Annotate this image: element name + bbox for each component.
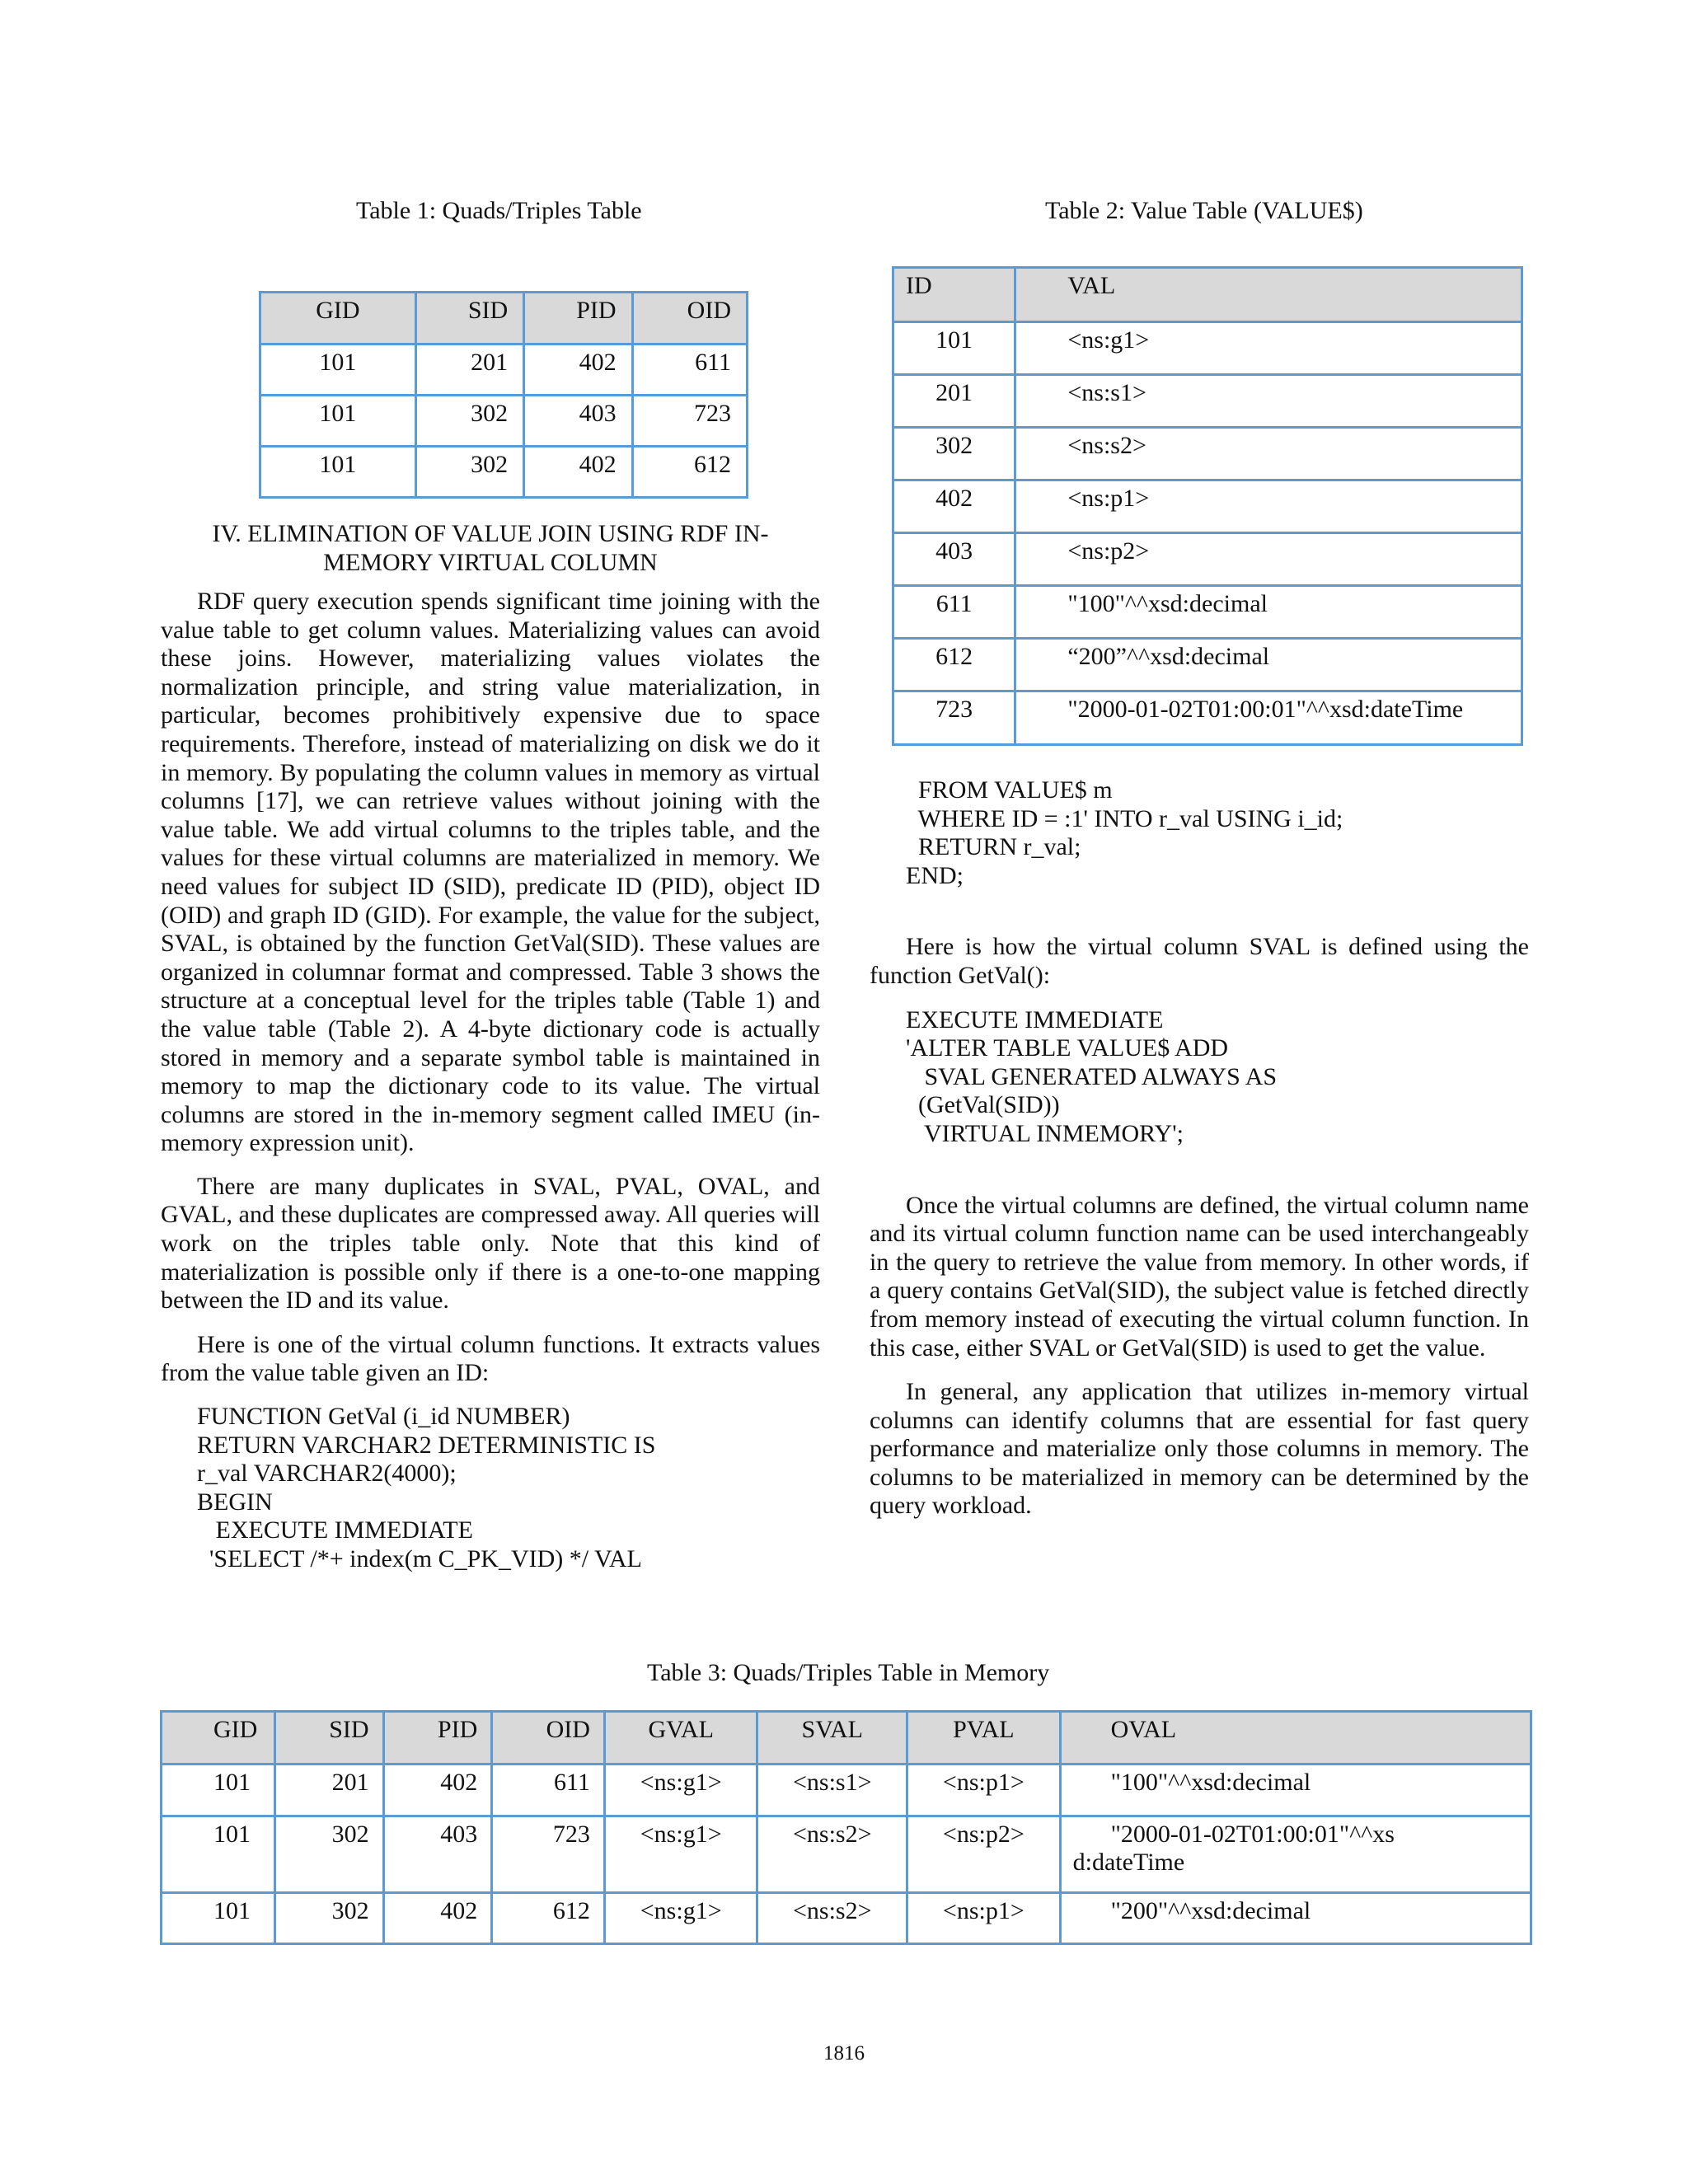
table-cell: 402 xyxy=(524,344,632,396)
table-row xyxy=(893,639,1522,691)
table1-header-oid: OID xyxy=(632,293,747,344)
table-cell: 201 xyxy=(415,344,523,396)
table-cell: 723 xyxy=(492,1816,605,1893)
table-row xyxy=(162,1893,1531,1944)
table3-header-oid: OID xyxy=(492,1712,605,1765)
paragraph xyxy=(161,1173,820,1315)
table-row xyxy=(260,396,748,447)
table-cell: <ns:g1> xyxy=(604,1893,757,1944)
table2 xyxy=(892,266,1523,746)
table-cell-text: "2000-01-02T01:00:01"^^xsd:dateTime xyxy=(1072,1821,1395,1876)
table3-header-gval: GVAL xyxy=(604,1712,757,1765)
table-row xyxy=(893,691,1522,745)
paragraph xyxy=(161,588,820,1158)
table-cell: <ns:s1> xyxy=(757,1765,907,1816)
table-cell: 403 xyxy=(893,533,1015,586)
section-heading xyxy=(161,519,820,577)
table2-caption: Table 2: Value Table (VALUE$) xyxy=(1045,197,1363,224)
table-cell: "100"^^xsd:decimal xyxy=(1060,1765,1531,1816)
table-cell: “200”^^xsd:decimal xyxy=(1015,639,1522,691)
table-header-row xyxy=(260,293,748,344)
table3-header-sid: SID xyxy=(274,1712,383,1765)
table-cell: 302 xyxy=(274,1816,383,1893)
table-cell: <ns:p2> xyxy=(907,1816,1061,1893)
table-cell: 723 xyxy=(893,691,1015,745)
table-cell: 101 xyxy=(893,322,1015,375)
table-row xyxy=(893,375,1522,428)
table3-header-pval: PVAL xyxy=(907,1712,1061,1765)
table3-header-oval: OVAL xyxy=(1060,1712,1531,1765)
table-cell: <ns:g1> xyxy=(604,1816,757,1893)
table-row xyxy=(893,428,1522,480)
table1 xyxy=(259,291,748,499)
table3-header-sval: SVAL xyxy=(757,1712,907,1765)
table3 xyxy=(160,1710,1532,1945)
table-cell: 101 xyxy=(162,1816,275,1893)
table2-header-val: VAL xyxy=(1015,268,1522,322)
table-row xyxy=(260,447,748,498)
table-cell: 101 xyxy=(260,344,416,396)
table-cell: 612 xyxy=(632,447,747,498)
paragraph-text: Here is one of the virtual column functions. It extracts values from the value table given an ID: xyxy=(161,1330,820,1387)
table-cell: 402 xyxy=(893,480,1015,533)
table3-caption: Table 3: Quads/Triples Table in Memory xyxy=(647,1659,1050,1686)
table-cell: 402 xyxy=(383,1893,492,1944)
table-cell: 611 xyxy=(492,1765,605,1816)
table-cell: 302 xyxy=(893,428,1015,480)
table-cell: 403 xyxy=(383,1816,492,1893)
table-cell: 612 xyxy=(492,1893,605,1944)
table-cell: <ns:p1> xyxy=(907,1893,1061,1944)
table2-header-id: ID xyxy=(893,268,1015,322)
table-cell: "200"^^xsd:decimal xyxy=(1060,1893,1531,1944)
table1-header-sid: SID xyxy=(415,293,523,344)
section-heading-line2: MEMORY VIRTUAL COLUMN xyxy=(323,549,658,576)
paragraph-text: Once the virtual columns are defined, the virtual column name and its virtual column function name can be used interchangeably in the query to retrieve the value from memory. In other words, if a query contains GetVal(SID), the subject value is fetched directly from memory instead of executing the virtual column function. In this case, either SVAL or GetVal(SID) is used to get the value. xyxy=(870,1191,1529,1361)
table-cell: 101 xyxy=(162,1765,275,1816)
table-cell: "2000-01-02T01:00:01"^^xsd:dateTime xyxy=(1015,691,1522,745)
table-cell: <ns:s2> xyxy=(1015,428,1522,480)
paragraph-text: Here is how the virtual column SVAL is defined using the function GetVal(): xyxy=(870,933,1529,989)
paragraph-text: RDF query execution spends significant time joining with the value table to get column values. Materializing values can avoid these joins. However, materializing values violates the normalization principle, and string value materialization, in particular, becomes prohibitively expensive due to space requirements. Therefore, instead of materializing on disk we do it in memory. By populating the column values in memory as virtual columns [17], we can retrieve values without joining with the value table. We add virtual columns to the triples table, and the values for these virtual columns are materialized in memory. We need values for subject ID (SID), predicate ID (PID), object ID (OID) and graph ID (GID). For example, the value for the subject, SVAL, is obtained by the function GetVal(SID). These values are organized in columnar format and compressed. Table 3 shows the structure at a conceptual level for the triples table (Table 1) and the value table (Table 2). A 4-byte dictionary code is actually stored in memory and a separate symbol table is maintained in memory to map the dictionary code to its value. The virtual columns are stored in the in-memory segment called IMEU (in-memory expression unit). xyxy=(161,588,820,1157)
paragraph xyxy=(870,1378,1529,1521)
table-row xyxy=(893,322,1522,375)
table3-header-pid: PID xyxy=(383,1712,492,1765)
table1-caption: Table 1: Quads/Triples Table xyxy=(356,197,642,224)
table-row xyxy=(162,1765,1531,1816)
table-cell: <ns:g1> xyxy=(604,1765,757,1816)
paragraph xyxy=(870,933,1529,990)
code-block-getval: FUNCTION GetVal (i_id NUMBER) RETURN VARCHAR2 DETERMINISTIC IS r_val VARCHAR2(4000); BEGIN EXECUTE IMMEDIATE 'SELECT /*+ index(m C_PK_VID) */ VAL xyxy=(197,1403,656,1572)
table-cell: <ns:g1> xyxy=(1015,322,1522,375)
page-number: 1816 xyxy=(823,2042,865,2064)
table-cell: <ns:s2> xyxy=(757,1816,907,1893)
table-cell: 101 xyxy=(260,447,416,498)
table-cell: "100"^^xsd:decimal xyxy=(1015,586,1522,639)
right-column xyxy=(870,776,1529,1521)
table-row xyxy=(162,1816,1531,1893)
table-cell: 403 xyxy=(524,396,632,447)
table-row xyxy=(893,533,1522,586)
paragraph-text: There are many duplicates in SVAL, PVAL, OVAL, and GVAL, and these duplicates are compressed away. All queries will work on the triples table only. Note that this kind of materialization is possible only if there is a one-to-one mapping between the ID and its value. xyxy=(161,1172,820,1315)
table-cell: 402 xyxy=(524,447,632,498)
table-cell: 723 xyxy=(632,396,747,447)
table3-header-gid: GID xyxy=(162,1712,275,1765)
left-column xyxy=(161,588,820,1574)
table-cell: 402 xyxy=(383,1765,492,1816)
table-header-row xyxy=(162,1712,1531,1765)
table-cell: 611 xyxy=(632,344,747,396)
table-row xyxy=(893,480,1522,533)
table-cell: 302 xyxy=(415,396,523,447)
table-cell: 611 xyxy=(893,586,1015,639)
table-cell: 201 xyxy=(274,1765,383,1816)
section-heading-line1: IV. ELIMINATION OF VALUE JOIN USING RDF IN- xyxy=(212,520,769,547)
table-row xyxy=(893,586,1522,639)
code-block-alter-table: EXECUTE IMMEDIATE 'ALTER TABLE VALUE$ ADD SVAL GENERATED ALWAYS AS (GetVal(SID)) VIRTUAL INMEMORY'; xyxy=(906,1005,1278,1147)
table-cell: <ns:s2> xyxy=(757,1893,907,1944)
paragraph xyxy=(870,1192,1529,1363)
table1-header-pid: PID xyxy=(524,293,632,344)
paragraph-text: In general, any application that utilizes in-memory virtual columns can identify columns that are essential for fast query performance and materialize only those columns in memory. The columns to be materialized in memory can be determined by the query workload. xyxy=(870,1378,1529,1520)
table-cell: <ns:p1> xyxy=(907,1765,1061,1816)
table-cell: 101 xyxy=(162,1893,275,1944)
paragraph xyxy=(161,1331,820,1388)
table-cell: <ns:s1> xyxy=(1015,375,1522,428)
table-cell: 612 xyxy=(893,639,1015,691)
table-cell: <ns:p2> xyxy=(1015,533,1522,586)
table-row xyxy=(260,344,748,396)
table-cell: 302 xyxy=(415,447,523,498)
table1-header-gid: GID xyxy=(260,293,416,344)
table-cell: 302 xyxy=(274,1893,383,1944)
table-cell: <ns:p1> xyxy=(1015,480,1522,533)
code-block-getval-end: FROM VALUE$ m WHERE ID = :1' INTO r_val USING i_id; RETURN r_val; END; xyxy=(906,776,1343,889)
table-cell xyxy=(1060,1816,1531,1893)
table-header-row xyxy=(893,268,1522,322)
table-cell: 201 xyxy=(893,375,1015,428)
table-cell: 101 xyxy=(260,396,416,447)
